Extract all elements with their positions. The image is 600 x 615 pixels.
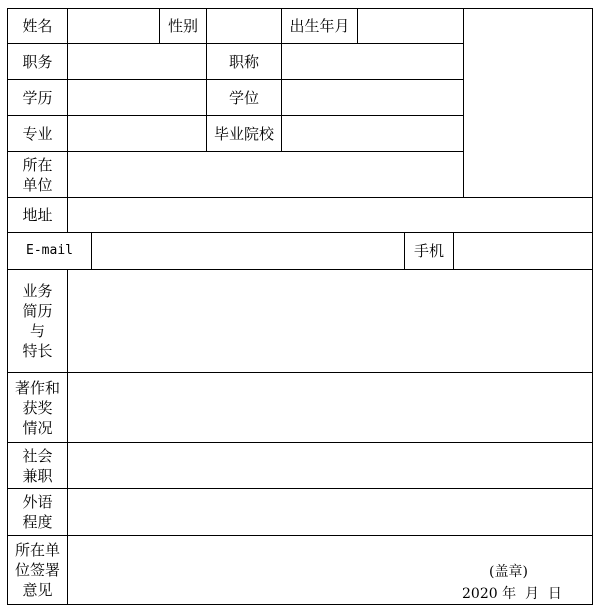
gender-field[interactable] [206, 8, 282, 44]
education-label: 学历 [7, 79, 68, 116]
works-awards-field[interactable] [67, 372, 593, 443]
address-field[interactable] [67, 197, 593, 233]
resume-label: 业务 简历 与 特长 [7, 269, 68, 373]
social-roles-label: 社会 兼职 [7, 442, 68, 489]
position-label: 职务 [7, 43, 68, 80]
name-label: 姓名 [7, 8, 68, 44]
name-field[interactable] [67, 8, 160, 44]
email-label: E-mail [7, 232, 92, 270]
unit-opinion-label: 所在单 位签署 意见 [7, 535, 68, 605]
graduated-school-label: 毕业院校 [206, 115, 282, 152]
education-field[interactable] [67, 79, 207, 116]
major-label: 专业 [7, 115, 68, 152]
photo-cell[interactable] [463, 8, 593, 198]
work-unit-field[interactable] [67, 151, 464, 198]
gender-label: 性别 [159, 8, 207, 44]
degree-field[interactable] [281, 79, 464, 116]
degree-label: 学位 [206, 79, 282, 116]
email-field[interactable] [91, 232, 405, 270]
title-field[interactable] [281, 43, 464, 80]
foreign-language-field[interactable] [67, 488, 593, 536]
mobile-label: 手机 [404, 232, 454, 270]
seal-text: (盖章) [489, 564, 528, 580]
works-awards-label: 著作和 获奖 情况 [7, 372, 68, 443]
graduated-school-field[interactable] [281, 115, 464, 152]
major-field[interactable] [67, 115, 207, 152]
date-text: 2020 年 月 日 [462, 586, 562, 602]
birth-label: 出生年月 [281, 8, 358, 44]
birth-field[interactable] [357, 8, 464, 44]
title-label: 职称 [206, 43, 282, 80]
work-unit-label: 所在 单位 [7, 151, 68, 198]
position-field[interactable] [67, 43, 207, 80]
social-roles-field[interactable] [67, 442, 593, 489]
foreign-language-label: 外语 程度 [7, 488, 68, 536]
resume-field[interactable] [67, 269, 593, 373]
mobile-field[interactable] [453, 232, 593, 270]
address-label: 地址 [7, 197, 68, 233]
